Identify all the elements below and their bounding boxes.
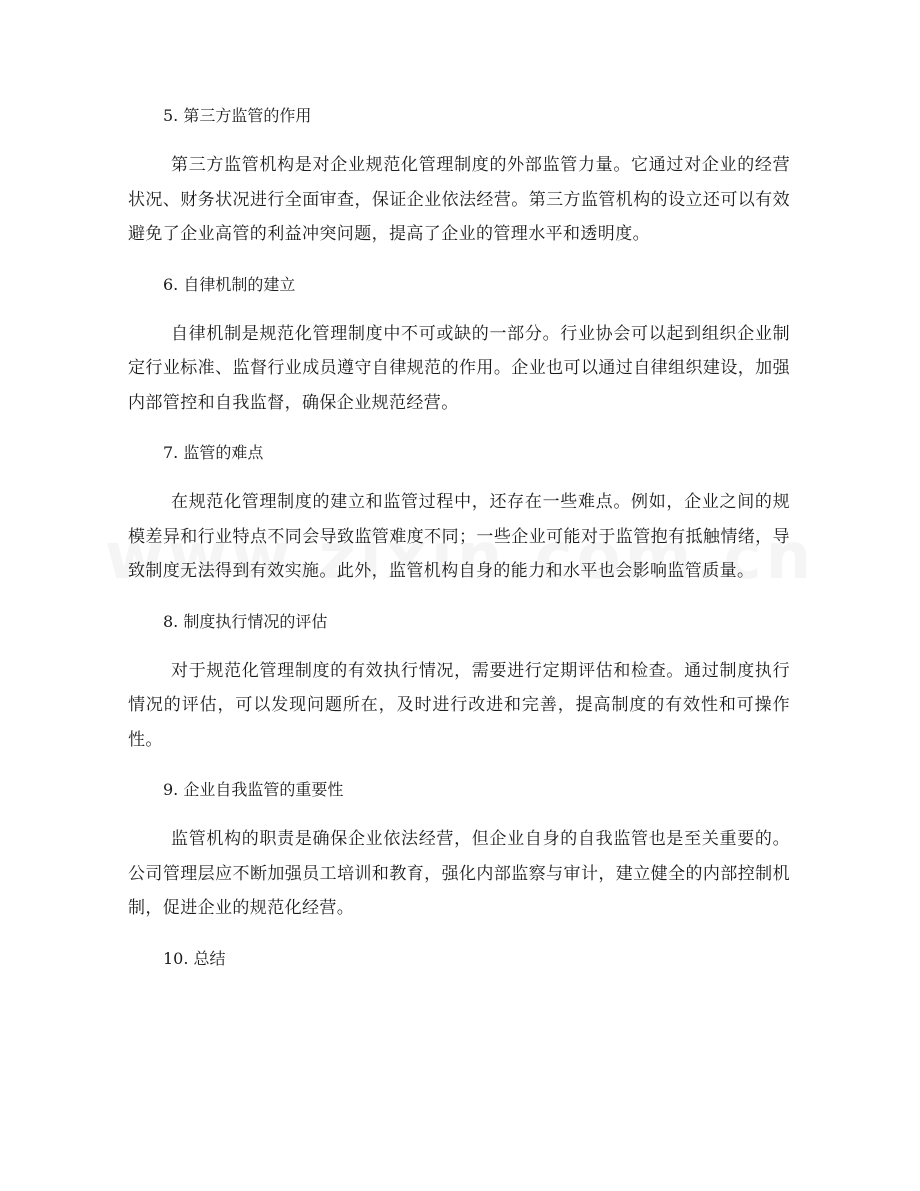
section-body-7: 在规范化管理制度的建立和监管过程中，还存在一些难点。例如，企业之间的规模差异和行业特点不同会导致监管难度不同；一些企业可能对于监管抱有抵触情绪，导致制度无法得到有效实施。此外，监管机构自身的能力和水平也会影响监管质量。 [128, 492, 790, 581]
section-body-9: 监管机构的职责是确保企业依法经营，但企业自身的自我监管也是至关重要的。公司管理层应不断加强员工培训和教育，强化内部监察与审计，建立健全的内部控制机制，促进企业的规范化经营。 [128, 829, 790, 918]
document-content [128, 104, 790, 991]
section-body-6: 自律机制是规范化管理制度中不可或缺的一部分。行业协会可以起到组织企业制定行业标准、监督行业成员遵守自律规范的作用。企业也可以通过自律组织建设，加强内部管控和自我监督，确保企业规范经营。 [128, 323, 790, 413]
section-heading-10: 10. 总结 [163, 948, 226, 968]
section-heading-6: 6. 自律机制的建立 [163, 274, 296, 294]
section-heading-7: 7. 监管的难点 [163, 443, 264, 462]
section-heading-5: 5. 第三方监管的作用 [163, 106, 312, 125]
section-body-5: 第三方监管机构是对企业规范化管理制度的外部监管力量。它通过对企业的经营状况、财务状况进行全面审查，保证企业依法经营。第三方监管机构的设立还可以有效避免了企业高管的利益冲突问题，提高了企业的管理水平和透明度。 [128, 155, 790, 244]
section-body-8: 对于规范化管理制度的有效执行情况，需要进行定期评估和检查。通过制度执行情况的评估，可以发现问题所在，及时进行改进和完善，提高制度的有效性和可操作性。 [128, 660, 790, 750]
section-heading-9: 9. 企业自我监管的重要性 [163, 780, 344, 799]
section-heading-8: 8. 制度执行情况的评估 [163, 611, 328, 631]
